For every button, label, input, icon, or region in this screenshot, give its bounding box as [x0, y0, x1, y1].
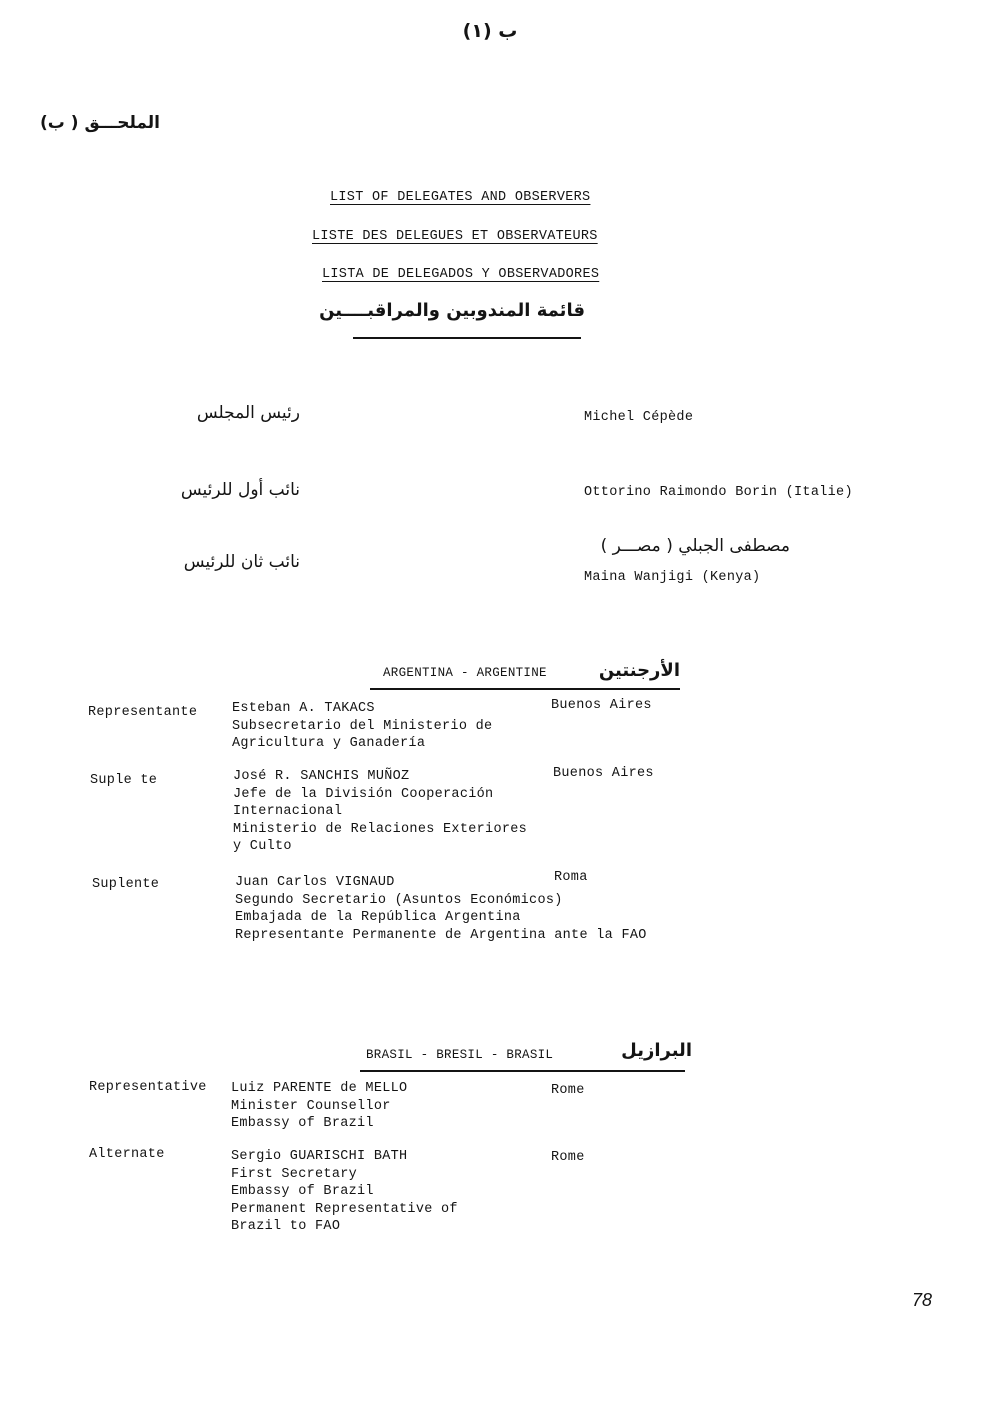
officer-name-second-vice-arabic: مصطفى الجبلي ( مصـــر ) [600, 536, 790, 556]
title-english: LIST OF DELEGATES AND OBSERVERS [330, 190, 591, 205]
title-spanish: LISTA DE DELEGADOS Y OBSERVADORES [322, 267, 600, 282]
delegate-line: Brazil to FAO [231, 1219, 341, 1234]
delegate-entry [233, 768, 527, 856]
officer-name-first-vice: Ottorino Raimondo Borin (Italie) [584, 485, 853, 500]
delegate-line: Agricultura y Ganadería [232, 736, 426, 751]
delegate-line: Jefe de la División Cooperación [233, 786, 494, 802]
page-number: 78 [912, 1290, 933, 1310]
delegate-line: Permanent Representative of [231, 1201, 458, 1217]
delegate-entry [231, 1080, 407, 1133]
delegate-line: First Secretary [231, 1166, 358, 1182]
title-arabic: قائمة المندوبين والمراقبــــين [319, 300, 585, 321]
country-rule-argentina [370, 688, 680, 690]
delegate-line: Sergio GUARISCHI BATH [231, 1149, 408, 1164]
officer-role-second-vice: نائب ثان للرئيس [183, 552, 300, 572]
delegate-role: Alternate [89, 1147, 165, 1162]
delegate-location: Roma [554, 870, 588, 885]
country-rule-brasil [360, 1070, 685, 1072]
delegate-location: Rome [551, 1083, 585, 1098]
delegate-line: Luiz PARENTE de MELLO [231, 1081, 408, 1096]
delegate-line: Embassy of Brazil [231, 1184, 374, 1199]
delegate-entry [231, 1148, 458, 1236]
delegate-line: Esteban A. TAKACS [232, 701, 375, 716]
country-heading-argentina: ARGENTINA - ARGENTINE [383, 666, 547, 680]
country-heading-brasil-arabic: البرازيل [621, 1040, 692, 1061]
officer-role-chairman: رئيس المجلس [196, 403, 300, 423]
delegate-role: Representative [89, 1080, 207, 1095]
delegate-location: Buenos Aires [553, 766, 654, 781]
delegate-line: Ministerio de Relaciones Exteriores [233, 821, 528, 837]
delegate-line: Representante Permanente de Argentina ante la FAO [235, 927, 647, 943]
delegate-location: Buenos Aires [551, 698, 652, 713]
delegate-line: Juan Carlos VIGNAUD [235, 875, 395, 890]
delegate-location: Rome [551, 1150, 585, 1165]
officer-name-second-vice: Maina Wanjigi (Kenya) [584, 570, 761, 585]
delegate-role: Suplente [92, 877, 160, 892]
delegate-entry [232, 700, 492, 753]
delegate-line: Embassy of Brazil [231, 1116, 374, 1131]
delegate-line: Internacional [233, 804, 343, 819]
delegate-role: Suple te [90, 773, 158, 788]
title-arabic-underline [353, 337, 581, 339]
page-header: ب (١) [462, 20, 518, 42]
delegate-line: Segundo Secretario (Asuntos Económicos) [235, 892, 563, 908]
title-french: LISTE DES DELEGUES ET OBSERVATEURS [312, 229, 598, 244]
delegate-role: Representante [88, 705, 198, 720]
officer-name-chairman: Michel Cépède [584, 410, 694, 425]
country-heading-argentina-arabic: الأرجنتين [598, 660, 680, 681]
delegate-line: Minister Counsellor [231, 1098, 391, 1114]
delegate-line: Embajada de la República Argentina [235, 910, 521, 925]
delegate-line: José R. SANCHIS MUÑOZ [233, 769, 410, 784]
country-heading-brasil: BRASIL - BRESIL - BRASIL [366, 1048, 554, 1062]
annex-label: الملحـــق ( ب) [39, 113, 160, 133]
delegate-line: y Culto [233, 839, 292, 854]
delegate-line: Subsecretario del Ministerio de [232, 718, 493, 734]
officer-role-first-vice: نائب أول للرئيس [180, 480, 300, 500]
